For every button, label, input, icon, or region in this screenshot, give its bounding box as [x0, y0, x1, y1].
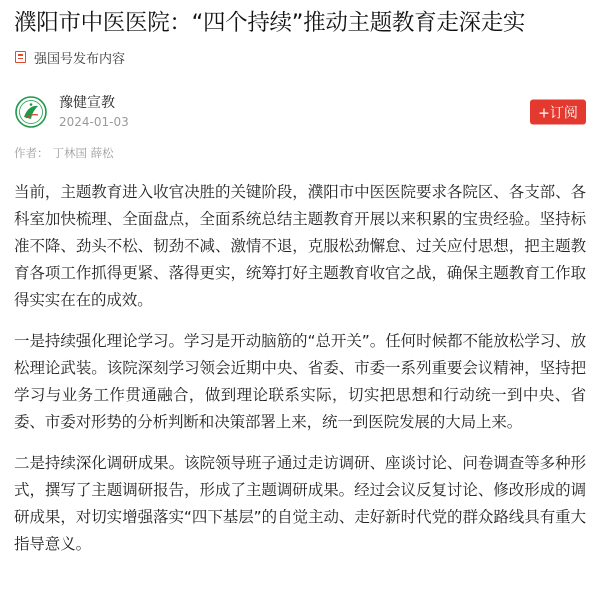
byline-label: 作者：	[14, 146, 49, 160]
source-row	[14, 48, 586, 66]
health-logo-icon[interactable]	[15, 96, 47, 128]
paragraph: 一是持续强化理论学习。学习是开动脑筋的“总开关”。任何时候都不能放松学习、放松理论武装。该院深刻学习领会近期中央、省委、市委一系列重要会议精神，坚持把学习与业务工作贯通融合，做到理论联系实际，切实把思想和行动统一到中央、省委、市委对形势的分析判断和决策部署上来，统一到医院发展的大局上来。	[14, 332, 586, 431]
paragraph: 二是持续深化调研成果。该院领导班子通过走访调研、座谈讨论、问卷调查等多种形式，撰写了主题调研报告，形成了主题调研成果。经过会议反复讨论、修改形成的调研成果，对切实增强落实“四下基层”的自觉主动、走好新时代党的群众路线具有重大指导意义。	[14, 454, 586, 553]
author-meta	[59, 94, 129, 130]
source-label: 强国号发布内容	[34, 51, 126, 67]
article-body	[14, 179, 586, 558]
subscribe-button[interactable]: +订阅	[530, 100, 586, 125]
byline	[14, 145, 586, 161]
article-title: 濮阳市中医医院：“四个持续”推动主题教育走深走实	[14, 10, 526, 36]
paragraph: 当前，主题教育进入收官决胜的关键阶段，濮阳市中医医院要求各院区、各支部、各科室加快梳理、全面盘点，全面系统总结主题教育开展以来积累的宝贵经验。坚持标准不降、劲头不松、韧劲不减、激情不退，克服松劲懈怠、过关应付思想，把主题教育各项工作抓得更紧、落得更实，统筹打好主题教育收官之战，确保主题教育工作取得实实在在的成效。	[14, 183, 586, 309]
author-row	[14, 90, 586, 134]
publish-date: 2024-01-03	[59, 115, 129, 129]
author-name[interactable]: 豫健宣教	[59, 95, 115, 111]
document-icon	[15, 51, 26, 63]
byline-names: 丁林国 薛松	[52, 146, 114, 160]
